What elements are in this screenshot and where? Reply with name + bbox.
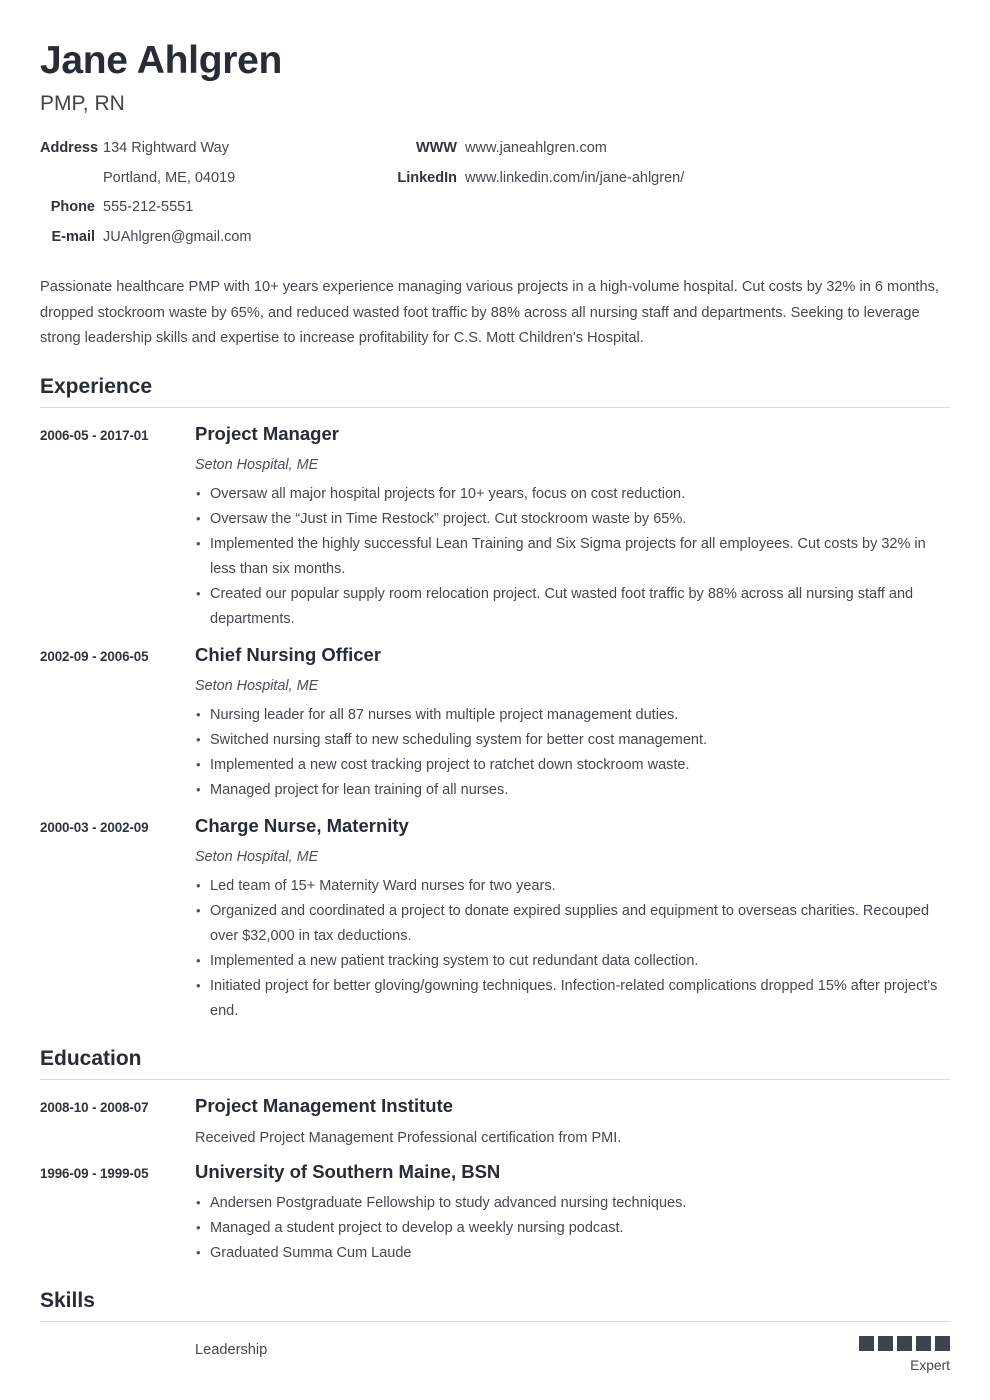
entry-heading: University of Southern Maine, BSN: [195, 1160, 501, 1182]
contact-row-linkedin: [385, 169, 885, 187]
contact-row-address-line2: [40, 169, 385, 187]
contact-value-phone: 555-212-5551: [103, 199, 194, 215]
contact-value-www[interactable]: www.janeahlgren.com: [465, 140, 607, 156]
list-item: • Initiated project for better gloving/gowning techniques. Infection-related complications dropped 15% after project's end.: [195, 974, 950, 1024]
entry-bullet-list: [195, 703, 950, 803]
section-title-experience: Experience: [40, 374, 153, 398]
list-item: • Implemented the highly successful Lean Training and Six Sigma projects for all employees. Cut costs by 32% in less than six months.: [195, 532, 950, 582]
skill-level: [859, 1336, 950, 1375]
list-item: • Managed project for lean training of all nurses.: [195, 778, 950, 803]
entry-date: 2002-09 - 2006-05: [40, 648, 149, 664]
contact-value-email[interactable]: JUAhlgren@gmail.com: [103, 229, 252, 245]
professional-summary: Passionate healthcare PMP with 10+ years experience managing various projects in a high-volume hospital. Cut costs by 32% in 6 months, dropped stockroom waste by 65%, and reduced wasted foot traffic by 88% across all nursing staff and departments. Seeking to leverage strong leadership skills and expertise to increase profitability for C.S. Mott Children's Hospital.: [40, 279, 939, 346]
entry-subheading: Seton Hospital, ME: [195, 677, 319, 694]
contact-label-www: WWW: [415, 140, 457, 156]
candidate-job-title: PMP, RN: [40, 92, 125, 115]
entry-date: 2000-03 - 2002-09: [40, 819, 149, 835]
list-item: • Graduated Summa Cum Laude: [195, 1241, 950, 1266]
contact-block: [40, 139, 950, 258]
list-item: • Andersen Postgraduate Fellowship to study advanced nursing techniques.: [195, 1191, 950, 1216]
contact-value-address-line2: Portland, ME, 04019: [103, 170, 236, 186]
skill-row: [40, 1336, 950, 1375]
list-item: • Led team of 15+ Maternity Ward nurses for two years.: [195, 874, 950, 899]
contact-label-email: E-mail: [51, 229, 95, 245]
entry-subheading: Seton Hospital, ME: [195, 456, 319, 473]
entry-body: [195, 1094, 950, 1149]
entry-body: [195, 814, 950, 1024]
list-item: • Switched nursing staff to new scheduling system for better cost management.: [195, 728, 950, 753]
list-item: • Implemented a new cost tracking project to ratchet down stockroom waste.: [195, 753, 950, 778]
contact-row-www: [385, 139, 885, 157]
skill-level-label: Expert: [910, 1357, 950, 1373]
contact-row-phone: [40, 198, 385, 216]
entry-bullet-list: [195, 1191, 950, 1266]
skill-level-box-filled[interactable]: [878, 1336, 893, 1351]
list-item: • Nursing leader for all 87 nurses with multiple project management duties.: [195, 703, 950, 728]
section-divider-skills: [40, 1321, 950, 1322]
contact-row-email: [40, 228, 385, 246]
education-entry: [40, 1094, 950, 1149]
list-item: • Implemented a new patient tracking system to cut redundant data collection.: [195, 949, 950, 974]
list-item: • Created our popular supply room relocation project. Cut wasted foot traffic by 88% across all nursing staff and departments.: [195, 582, 950, 632]
section-title-skills: Skills: [40, 1288, 95, 1312]
list-item: • Oversaw the “Just in Time Restock” project. Cut stockroom waste by 65%.: [195, 507, 950, 532]
experience-entry: [40, 422, 950, 632]
list-item: • Managed a student project to develop a weekly nursing podcast.: [195, 1216, 950, 1241]
entry-heading: Chief Nursing Officer: [195, 643, 382, 665]
section-education: [40, 1046, 950, 1266]
skill-level-box-filled[interactable]: [916, 1336, 931, 1351]
contact-label-phone: Phone: [50, 199, 95, 215]
list-item: • Organized and coordinated a project to donate expired supplies and equipment to overseas charities. Recouped over $32,000 in tax deductions.: [195, 899, 950, 949]
entry-date: 2008-10 - 2008-07: [40, 1099, 149, 1115]
entry-body: [195, 1160, 950, 1266]
contact-column-left: [40, 139, 385, 258]
list-item: • Oversaw all major hospital projects for 10+ years, focus on cost reduction.: [195, 482, 950, 507]
resume-header: [40, 0, 950, 352]
section-divider-education: [40, 1079, 950, 1080]
entry-heading: Charge Nurse, Maternity: [195, 814, 409, 836]
candidate-name: Jane Ahlgren: [40, 39, 283, 82]
section-title-education: Education: [40, 1046, 142, 1070]
skill-level-box-filled[interactable]: [935, 1336, 950, 1351]
entry-note: Received Project Management Professional certification from PMI.: [195, 1129, 622, 1146]
contact-value-linkedin[interactable]: www.linkedin.com/in/jane-ahlgren/: [465, 170, 685, 186]
entry-subheading: Seton Hospital, ME: [195, 848, 319, 865]
section-skills: [40, 1288, 950, 1375]
entry-bullet-list: [195, 482, 950, 632]
contact-value-address-line1: 134 Rightward Way: [103, 140, 229, 156]
contact-label-linkedin: LinkedIn: [397, 170, 457, 186]
contact-column-right: [385, 139, 885, 258]
entry-heading: Project Manager: [195, 422, 339, 444]
experience-entry: [40, 814, 950, 1024]
experience-entry: [40, 643, 950, 803]
entry-date: 2006-05 - 2017-01: [40, 427, 149, 443]
skill-level-box-filled[interactable]: [897, 1336, 912, 1351]
section-divider-experience: [40, 407, 950, 408]
section-experience: [40, 374, 950, 1024]
education-entry: [40, 1160, 950, 1266]
contact-row-address: [40, 139, 385, 157]
skill-level-meter[interactable]: [859, 1336, 950, 1351]
entry-body: [195, 643, 950, 803]
skill-level-box-filled[interactable]: [859, 1336, 874, 1351]
entry-bullet-list: [195, 874, 950, 1024]
contact-label-address: Address: [40, 140, 99, 156]
entry-heading: Project Management Institute: [195, 1094, 454, 1116]
skill-name: Leadership: [195, 1341, 268, 1358]
entry-body: [195, 422, 950, 632]
entry-date: 1996-09 - 1999-05: [40, 1165, 149, 1181]
